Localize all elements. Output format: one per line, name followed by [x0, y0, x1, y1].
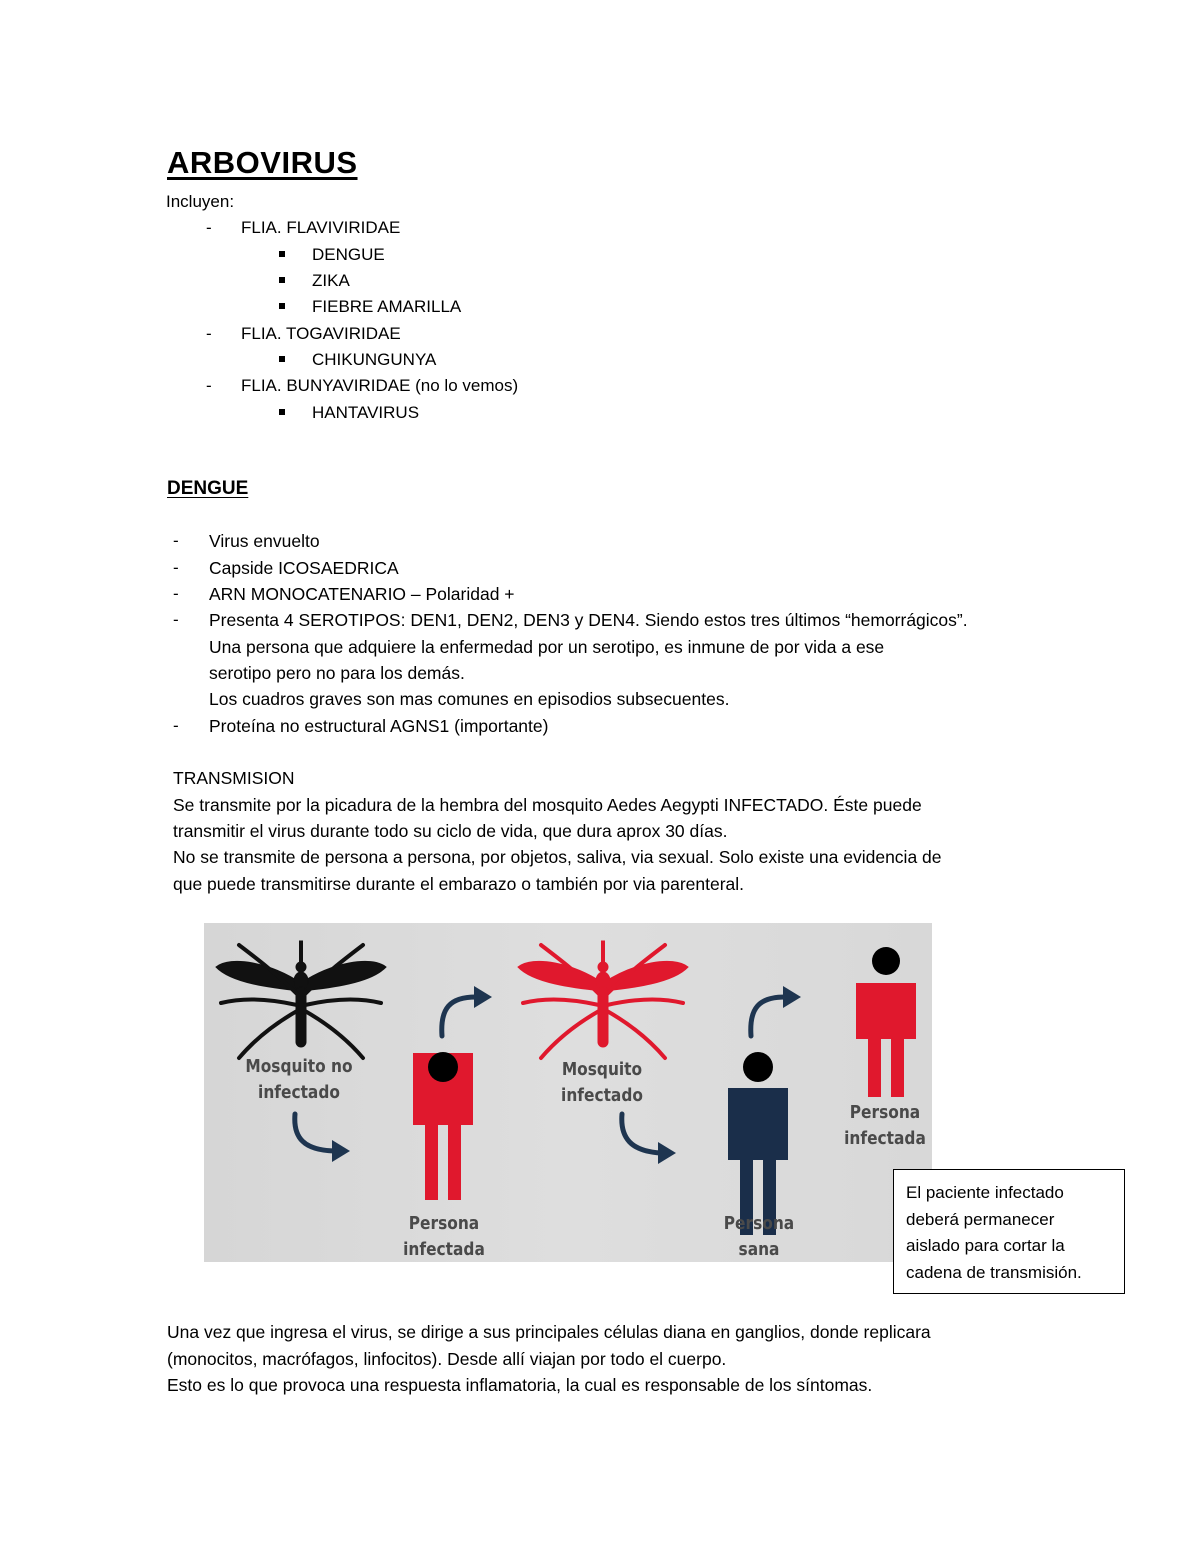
- label-line: infectada: [844, 1129, 926, 1149]
- includes-label: Incluyen:: [166, 192, 235, 211]
- page-title: ARBOVIRUS: [167, 145, 358, 180]
- label-line: infectada: [403, 1240, 485, 1260]
- mosquito-uninfected-icon: [216, 941, 386, 1058]
- person-infected-label: [387, 1211, 501, 1262]
- mosquito-infected-icon: [518, 941, 688, 1058]
- arrow-head-icon: [474, 986, 492, 1008]
- dengue-bullet: Presenta 4 SEROTIPOS: DEN1, DEN2, DEN3 y DEN4. Siendo estos tres últimos “hemorrágicos”.: [209, 610, 968, 630]
- dash-bullet: -: [206, 376, 212, 395]
- dengue-bullet-cont: Los cuadros graves son mas comunes en episodios subsecuentes.: [209, 689, 730, 709]
- square-bullet: [279, 303, 285, 309]
- person-head-icon: [428, 1052, 458, 1082]
- note-box: [893, 1169, 1125, 1294]
- dengue-bullet: Proteína no estructural AGNS1 (importante): [209, 716, 549, 736]
- note-line: cadena de transmisión.: [906, 1262, 1082, 1282]
- dash-bullet: -: [173, 584, 179, 603]
- label-line: infectado: [258, 1083, 340, 1103]
- square-bullet: [279, 356, 285, 362]
- transmision-line: transmitir el virus durante todo su ciclo de vida, que dura aprox 30 días.: [173, 821, 728, 841]
- dash-bullet: -: [173, 716, 179, 735]
- note-line: aislado para cortar la: [906, 1236, 1065, 1255]
- family-name: FLIA. TOGAVIRIDAE: [241, 324, 401, 343]
- note-line: deberá permanecer: [906, 1209, 1055, 1229]
- family-member: FIEBRE AMARILLA: [312, 297, 462, 316]
- mosquito-uninfected-label: [242, 1054, 356, 1106]
- square-bullet: [279, 409, 285, 415]
- family-member: HANTAVIRUS: [312, 403, 420, 422]
- square-bullet: [279, 277, 285, 283]
- dash-bullet: -: [173, 610, 179, 629]
- label-line: Persona: [723, 1214, 795, 1234]
- dash-bullet: -: [173, 531, 179, 550]
- person-head-icon: [743, 1052, 773, 1082]
- arrow-head-icon: [658, 1142, 676, 1164]
- dash-bullet: -: [173, 558, 179, 577]
- transmission-diagram: [204, 923, 932, 1262]
- arrow-down-right-icon: [622, 1114, 660, 1153]
- closing-line: Esto es lo que provoca una respuesta inflamatoria, la cual es responsable de los síntomas.: [167, 1375, 873, 1395]
- mosquito-infected-label: [545, 1057, 659, 1109]
- family-member: CHIKUNGUNYA: [312, 350, 437, 369]
- person-healthy-label: [702, 1211, 816, 1262]
- person-infected-label: [828, 1100, 932, 1152]
- family-name: FLIA. BUNYAVIRIDAE (no lo vemos): [241, 376, 519, 395]
- note-line: El paciente infectado: [906, 1183, 1064, 1202]
- label-line: infectado: [561, 1086, 643, 1106]
- arrow-head-icon: [332, 1140, 350, 1162]
- square-bullet: [279, 251, 285, 257]
- label-line: Persona: [408, 1214, 480, 1234]
- transmision-heading: TRANSMISION: [173, 768, 295, 788]
- dengue-bullet: Virus envuelto: [209, 531, 320, 551]
- family-member: ZIKA: [312, 271, 350, 290]
- dash-bullet: -: [206, 324, 212, 343]
- dengue-heading: DENGUE: [167, 478, 249, 499]
- transmision-line: No se transmite de persona a persona, por objetos, saliva, via sexual. Solo existe una evidencia de: [173, 847, 942, 867]
- dengue-bullet-cont: serotipo pero no para los demás.: [209, 663, 465, 683]
- transmision-line: que puede transmitirse durante el embarazo o también por via parenteral.: [173, 874, 745, 894]
- dengue-bullet: Capside ICOSAEDRICA: [209, 558, 399, 578]
- arrow-up-right-icon: [442, 997, 476, 1036]
- dash-bullet: -: [206, 218, 212, 237]
- person-head-icon: [872, 947, 900, 975]
- arrow-head-icon: [783, 986, 801, 1008]
- family-member: DENGUE: [312, 245, 385, 264]
- arrow-down-right-icon: [295, 1114, 334, 1151]
- label-line: Persona: [849, 1103, 921, 1123]
- closing-line: (monocitos, macrófagos, linfocitos). Desde allí viajan por todo el cuerpo.: [167, 1349, 727, 1369]
- label-line: Mosquito no: [245, 1057, 353, 1077]
- dengue-bullet: ARN MONOCATENARIO – Polaridad +: [209, 584, 515, 604]
- closing-line: Una vez que ingresa el virus, se dirige a sus principales células diana en ganglios, donde replicara: [167, 1322, 931, 1342]
- label-line: sana: [738, 1240, 780, 1260]
- dengue-bullet-cont: Una persona que adquiere la enfermedad por un serotipo, es inmune de por vida a ese: [209, 637, 885, 657]
- family-name: FLIA. FLAVIVIRIDAE: [241, 218, 401, 237]
- label-line: Mosquito: [561, 1060, 643, 1080]
- arrow-up-right-icon: [751, 997, 785, 1036]
- person-infected-icon: [856, 983, 916, 1097]
- transmision-line: Se transmite por la picadura de la hembra del mosquito Aedes Aegypti INFECTADO. Éste puede: [173, 795, 922, 815]
